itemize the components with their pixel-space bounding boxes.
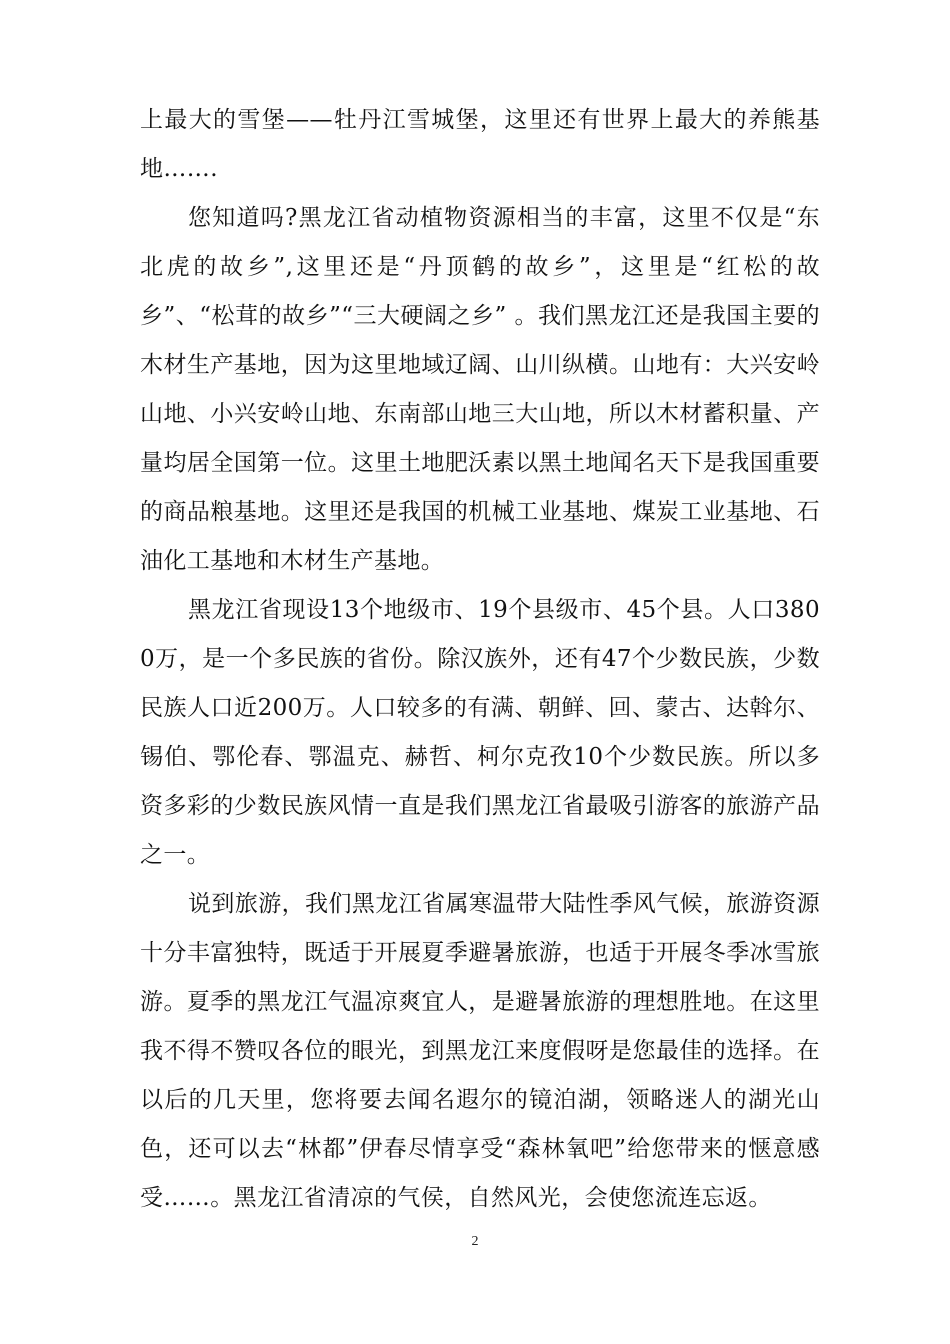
- page-number: 2: [471, 1234, 479, 1249]
- paragraph-resources: 您知道吗?黑龙江省动植物资源相当的丰富，这里不仅是“东北虎的故乡”,这里还是“丹顶鹤的故乡”，这里是“红松的故乡”、“松茸的故乡”“三大硬阔之乡” 。我们黑龙江还是我国主要的木材生产基地，因为这里地域辽阔、山川纵横。山地有：大兴安岭山地、小兴安岭山地、东南部山地三大山地，所以木材蓄积量、产量均居全国第一位。这里土地肥沃素以黑土地闻名天下是我国重要的商品粮基地。这里还是我国的机械工业基地、煤炭工业基地、石油化工基地和木材生产基地。: [140, 205, 820, 574]
- paragraph-tourism: 说到旅游，我们黑龙江省属寒温带大陆性季风气候，旅游资源十分丰富独特，既适于开展夏季避暑旅游，也适于开展冬季冰雪旅游。夏季的黑龙江气温凉爽宜人，是避暑旅游的理想胜地。在这里我不得不赞叹各位的眼光，到黑龙江来度假呀是您最佳的选择。在以后的几天里，您将要去闻名遐尔的镜泊湖，领略迷人的湖光山色，还可以去“林都”伊春尽情享受“森林氧吧”给您带来的惬意感受……。黑龙江省清凉的气侯，自然风光，会使您流连忘返。: [140, 891, 820, 1211]
- paragraph-continuation: 上最大的雪堡——牡丹江雪城堡，这里还有世界上最大的养熊基地…….: [140, 107, 820, 182]
- paragraph-population: 黑龙江省现设13个地级市、19个县级市、45个县。人口3800万，是一个多民族的省份。除汉族外，还有47个少数民族，少数民族人口近200万。人口较多的有满、朝鲜、回、蒙古、达斡尔、锡伯、鄂伦春、鄂温克、赫哲、柯尔克孜10个少数民族。所以多资多彩的少数民族风情一直是我们黑龙江省最吸引游客的旅游产品之一。: [140, 597, 820, 868]
- document-body: [140, 96, 820, 1223]
